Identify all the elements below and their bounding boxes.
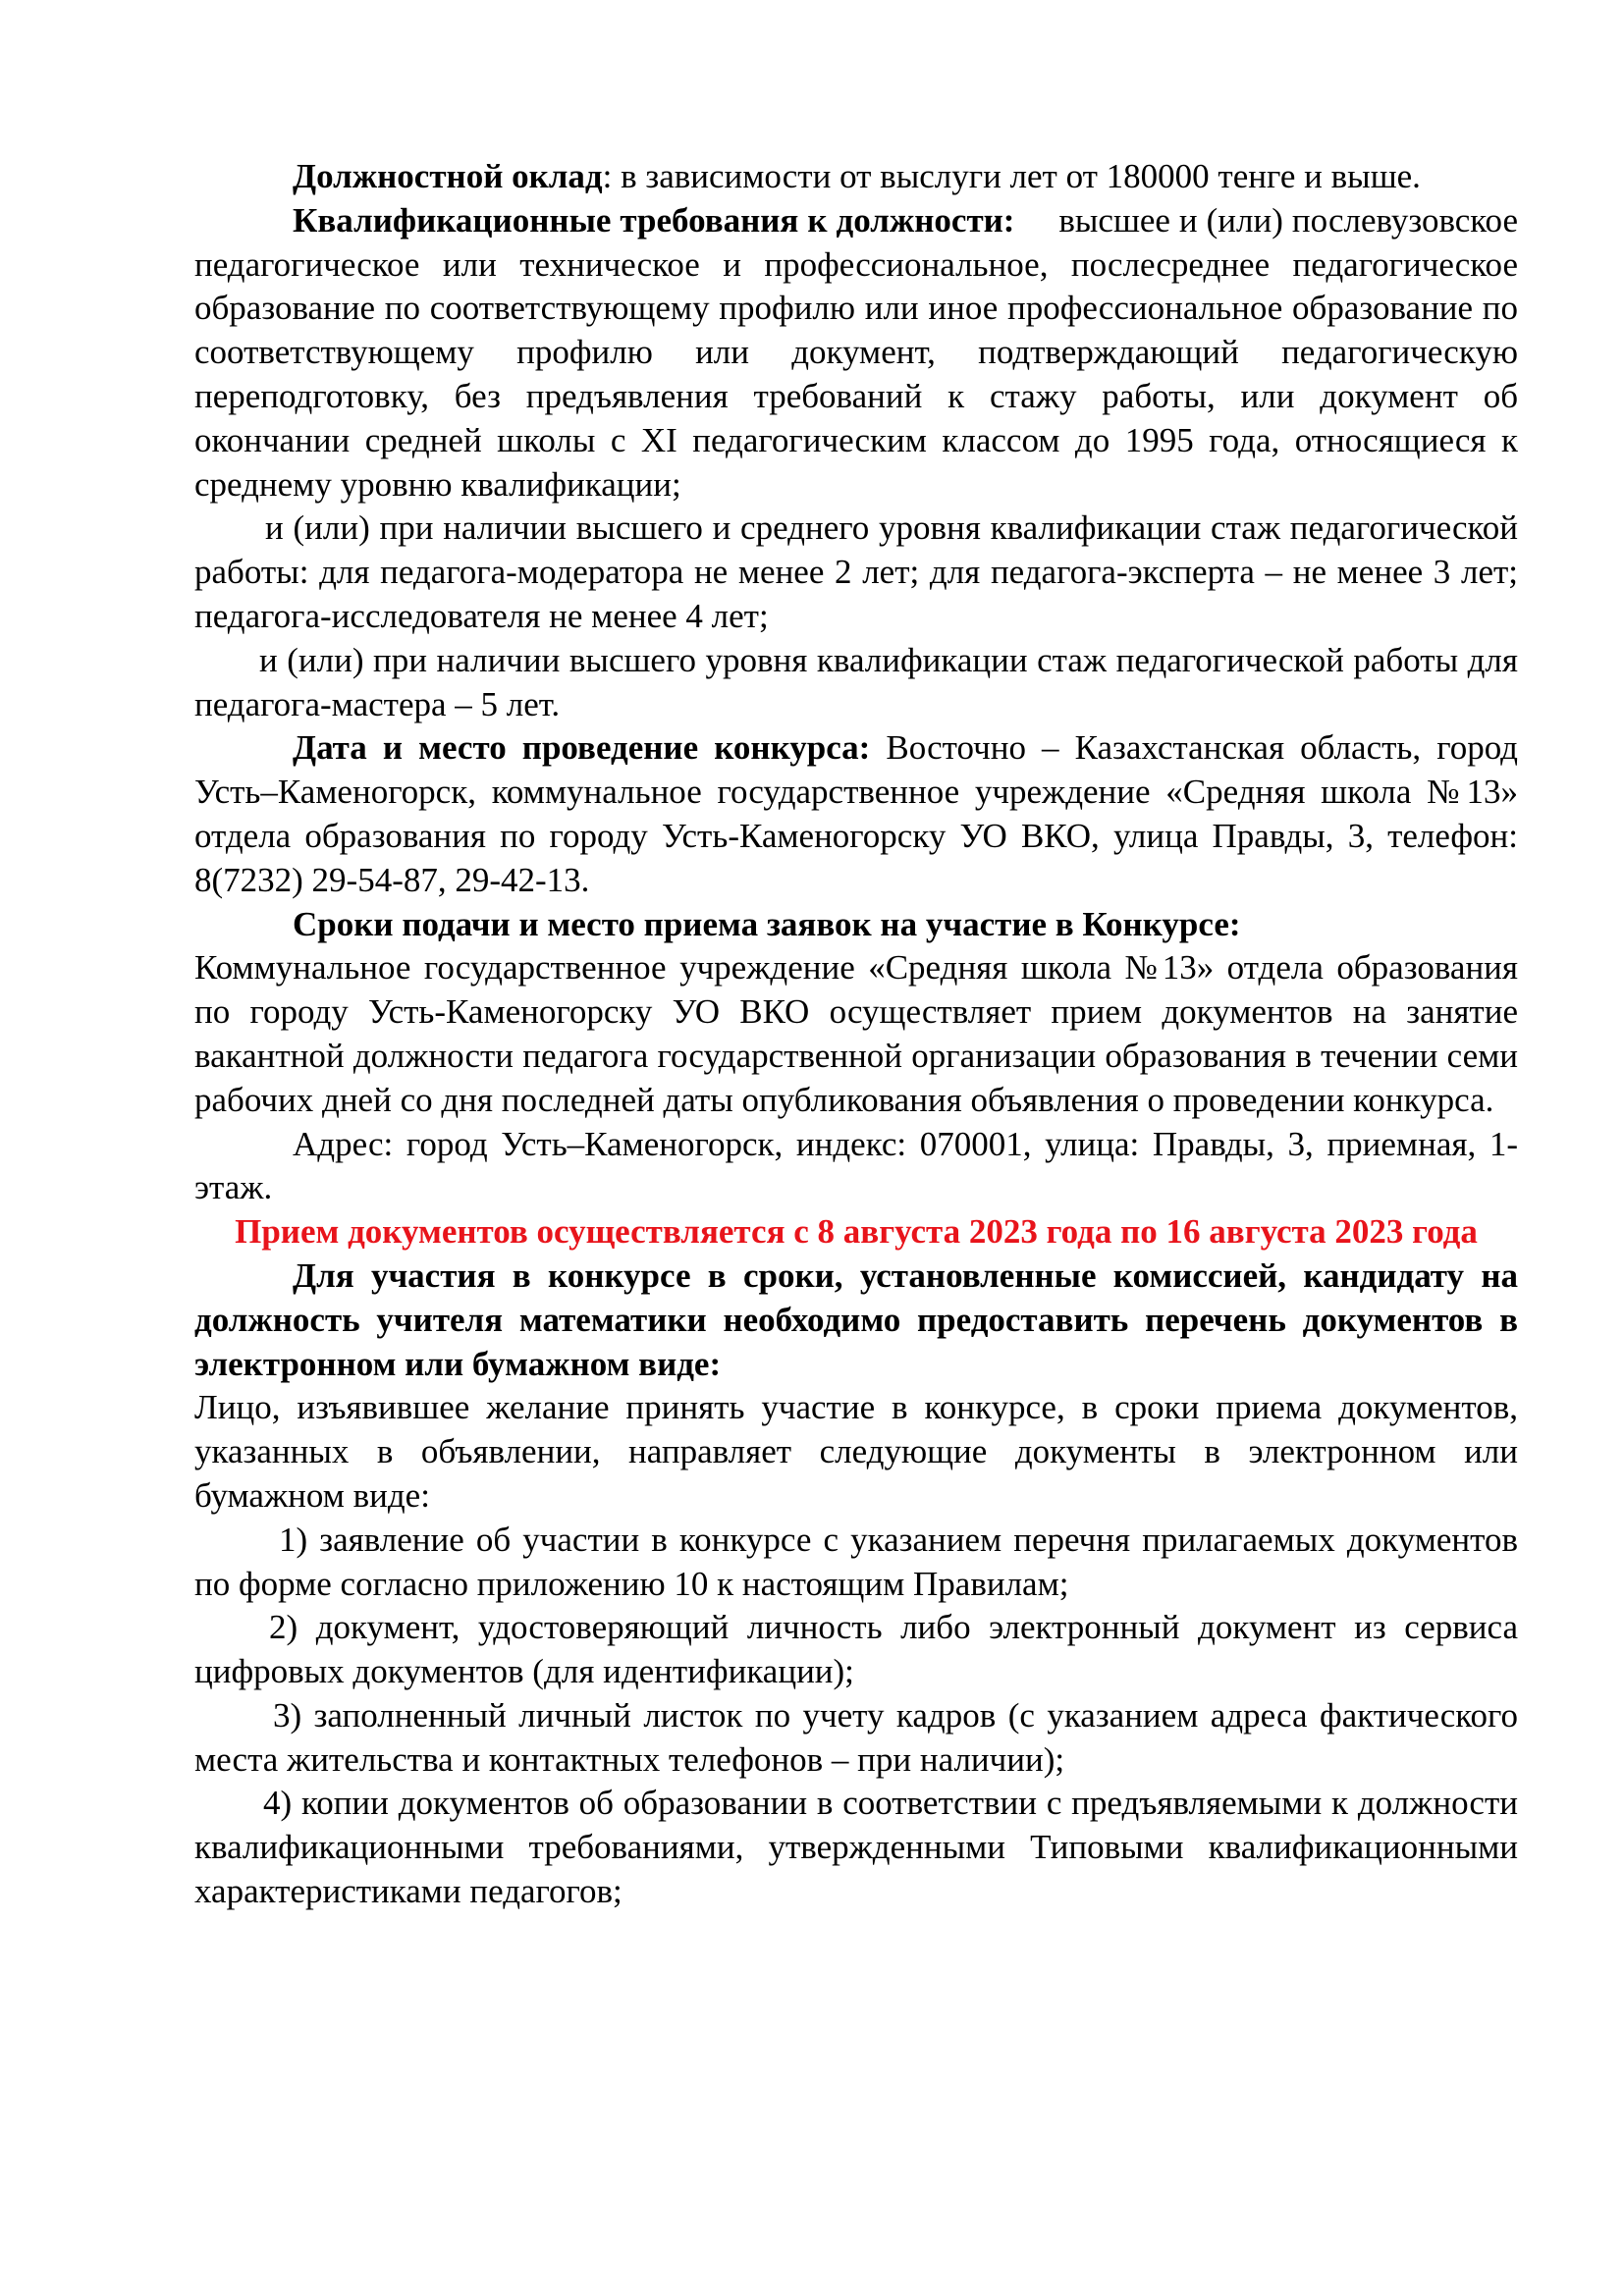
applicant-paragraph: Лицо, изъявившее желание принять участие в конкурсе, в сроки приема документов, указанных в объявлении, направляет следующие документы в электронном или бумажном виде: bbox=[194, 1388, 1518, 1515]
experience-paragraph: и (или) при наличии высшего и среднего уровня квалификации стаж педагогической работы: для педагога-модератора не менее 2 лет; для педагога-эксперта – не менее 3 лет; педагога-исследователя не менее 4 лет; bbox=[194, 508, 1518, 635]
list-item: 2) документ, удостоверяющий личность либо электронный документ из сервиса цифровых документов (для идентификации); bbox=[194, 1608, 1518, 1691]
qualification-label: Квалификационные требования к должности: bbox=[293, 200, 1015, 240]
salary-paragraph bbox=[194, 155, 1518, 199]
deadlines-heading: Сроки подачи и место приема заявок на участие в Конкурсе: bbox=[293, 904, 1241, 943]
acceptance-dates-notice: Прием документов осуществляется с 8 августа 2023 года по 16 августа 2023 года bbox=[235, 1212, 1478, 1252]
salary-text: : в зависимости от выслуги лет от 180000 тенге и выше. bbox=[602, 157, 1421, 195]
participation-heading: Для участия в конкурсе в сроки, установленные комиссией, кандидату на должность учителя математики необходимо предоставить перечень документов в электронном или бумажном виде: bbox=[194, 1255, 1518, 1383]
contest-place-text: Восточно – Казахстанская область, город Усть–Каменогорск, коммунальное государственное учреждение «Средняя школа №13» отдела образования по городу Усть-Каменогорску УО ВКО, улица Правды, 3, телефон: 8(7232) 29-54-87, 29-42-13. bbox=[194, 728, 1518, 899]
address-paragraph: Адрес: город Усть–Каменогорск, индекс: 070001, улица: Правды, 3, приемная, 1- этаж. bbox=[194, 1124, 1518, 1207]
list-item: 3) заполненный личный листок по учету кадров (с указанием адреса фактического места жительства и контактных телефонов – при наличии); bbox=[194, 1695, 1518, 1779]
list-item: 1) заявление об участии в конкурсе с указанием перечня прилагаемых документов по форме согласно приложению 10 к настоящим Правилам; bbox=[194, 1520, 1518, 1603]
qualification-text: высшее и (или) послевузовское педагогическое или техническое и профессиональное, послесреднее педагогическое образование по соответствующему профилю или иное профессиональное образование по соответствующему профилю или документ, подтверждающий педагогическую переподготовку, без предъявления требований к стажу работы, или документ об окончании средней школы с XI педагогическим классом до 1995 года, относящиеся к среднему уровню квалификации; bbox=[194, 200, 1527, 504]
contest-place-label: Дата и место проведение конкурса: bbox=[293, 728, 871, 768]
contest-place-paragraph bbox=[194, 726, 1518, 902]
application-paragraph: Коммунальное государственное учреждение «Средняя школа №13» отдела образования по городу Усть-Каменогорску УО ВКО осуществляет прием документов на занятие вакантной должности педагога государственной организации образования в течении семи рабочих дней со дня последней даты опубликования объявления о проведении конкурса. bbox=[194, 948, 1518, 1119]
master-experience-paragraph: и (или) при наличии высшего уровня квалификации стаж педагогической работы для педагога-мастера – 5 лет. bbox=[194, 640, 1518, 723]
document-page bbox=[194, 155, 1527, 1914]
qualification-paragraph bbox=[194, 199, 1527, 507]
list-item: 4) копии документов об образовании в соответствии с предъявляемыми к должности квалификационными требованиями, утвержденными Типовыми квалификационными характеристиками педагогов; bbox=[194, 1784, 1518, 1911]
salary-label: Должностной оклад bbox=[293, 157, 603, 195]
